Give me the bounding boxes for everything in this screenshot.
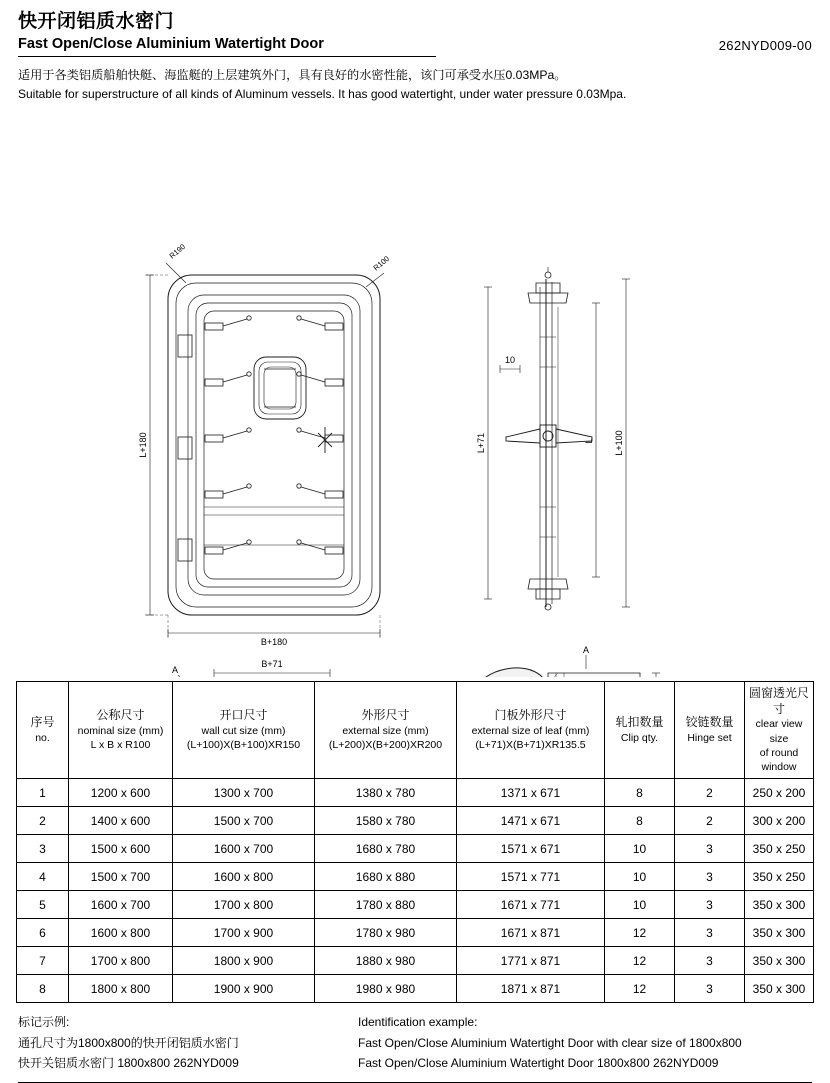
label-l71: L+71 xyxy=(476,432,486,454)
cell-hinge: 3 xyxy=(675,891,745,919)
th-window-en: clear view size xyxy=(755,718,803,745)
cell-clip: 12 xyxy=(605,919,675,947)
cell-no: 2 xyxy=(17,807,69,835)
cell-external: 1780 x 880 xyxy=(315,891,457,919)
th-window-sub: of round window xyxy=(759,746,799,773)
description-chinese: 适用于各类铝质船舶快艇、海监艇的上层建筑外门，具有良好的水密性能，该门可承受水压0.03MPa。 xyxy=(18,67,567,82)
th-external-size xyxy=(315,682,457,779)
cell-wallcut: 1300 x 700 xyxy=(173,779,315,807)
identification-english xyxy=(358,1013,812,1073)
side-view xyxy=(484,267,630,610)
label-l100: L+100 xyxy=(614,430,624,456)
cell-clip: 12 xyxy=(605,947,675,975)
technical-drawings xyxy=(0,107,830,677)
th-wallcut-cn: 开口尺寸 xyxy=(219,708,268,723)
th-clip-en: Clip qty. xyxy=(620,731,659,744)
cell-window: 350 x 300 xyxy=(745,947,814,975)
cell-window: 350 x 300 xyxy=(745,891,814,919)
drawing-canvas xyxy=(0,107,830,677)
cell-clip: 12 xyxy=(605,975,675,1003)
cell-wallcut: 1500 x 700 xyxy=(173,807,315,835)
th-clip-qty xyxy=(605,682,675,779)
th-no-en: no. xyxy=(35,731,50,744)
th-wallcut-sub: (L+100)X(B+100)XR150 xyxy=(186,738,301,751)
cell-hinge: 3 xyxy=(675,947,745,975)
th-no-cn: 序号 xyxy=(30,715,55,730)
document-header xyxy=(0,0,830,57)
cell-wallcut: 1600 x 800 xyxy=(173,863,315,891)
cell-clip: 10 xyxy=(605,891,675,919)
id-cn-line1: 通孔尺寸为1800x800的快开闭铝质水密门 xyxy=(18,1035,239,1050)
th-leaf-cn: 门板外形尺寸 xyxy=(494,708,567,723)
cell-external: 1680 x 880 xyxy=(315,863,457,891)
cell-nominal: 1500 x 700 xyxy=(69,863,173,891)
th-hinge-set xyxy=(675,682,745,779)
th-wallcut-en: wall cut size (mm) xyxy=(201,724,286,737)
cell-hinge: 3 xyxy=(675,835,745,863)
footer-divider xyxy=(18,1082,812,1083)
cell-window: 350 x 250 xyxy=(745,863,814,891)
cell-hinge: 3 xyxy=(675,863,745,891)
front-view xyxy=(144,263,384,639)
cell-window: 350 x 300 xyxy=(745,975,814,1003)
cell-wallcut: 1800 x 900 xyxy=(173,947,315,975)
th-clip-cn: 轧扣数量 xyxy=(615,715,664,730)
label-b71: B+71 xyxy=(261,659,283,670)
id-cn-line2: 快开关铝质水密门 1800x800 262NYD009 xyxy=(18,1055,239,1070)
cell-hinge: 2 xyxy=(675,779,745,807)
th-nominal-en: nominal size (mm) xyxy=(77,724,164,737)
id-en-title: Identification example: xyxy=(358,1015,478,1030)
cell-leaf: 1871 x 871 xyxy=(457,975,605,1003)
table-row xyxy=(17,807,814,835)
description xyxy=(0,57,830,104)
description-english: Suitable for superstructure of all kinds of Aluminum vessels. It has good watertight, under water pressure 0.03Mpa. xyxy=(18,86,627,101)
label-r100: R100 xyxy=(371,254,392,273)
title-english: Fast Open/Close Aluminium Watertight Door xyxy=(18,35,324,52)
cell-nominal: 1600 x 800 xyxy=(69,919,173,947)
table-row xyxy=(17,835,814,863)
table-row xyxy=(17,779,814,807)
cell-leaf: 1671 x 871 xyxy=(457,919,605,947)
cell-no: 8 xyxy=(17,975,69,1003)
document-code: 262NYD009-00 xyxy=(718,38,812,53)
cell-external: 1680 x 780 xyxy=(315,835,457,863)
th-leaf-sub: (L+71)X(B+71)XR135.5 xyxy=(475,738,586,751)
spec-table-wrap xyxy=(0,681,830,1003)
th-hinge-cn: 铰链数量 xyxy=(685,715,734,730)
cell-leaf: 1371 x 671 xyxy=(457,779,605,807)
cell-wallcut: 1700 x 900 xyxy=(173,919,315,947)
th-hinge-en: Hinge set xyxy=(687,731,732,744)
th-external-sub: (L+200)X(B+200)XR200 xyxy=(328,738,443,751)
label-section-a: A xyxy=(172,665,179,676)
cell-clip: 10 xyxy=(605,835,675,863)
cell-nominal: 1500 x 600 xyxy=(69,835,173,863)
label-side-10: 10 xyxy=(504,355,516,366)
cell-external: 1880 x 980 xyxy=(315,947,457,975)
cell-window: 300 x 200 xyxy=(745,807,814,835)
table-header-row xyxy=(17,682,814,779)
table-row xyxy=(17,975,814,1003)
title-divider xyxy=(18,56,436,57)
cell-wallcut: 1600 x 700 xyxy=(173,835,315,863)
cell-clip: 8 xyxy=(605,779,675,807)
id-en-line1: Fast Open/Close Aluminium Watertight Door with clear size of 1800x800 xyxy=(358,1035,742,1050)
label-r190: R190 xyxy=(167,242,188,261)
th-external-en: external size (mm) xyxy=(342,724,429,737)
label-detail-a: A xyxy=(583,645,590,656)
th-window-size xyxy=(745,682,814,779)
th-leaf-size xyxy=(457,682,605,779)
id-en-line2: Fast Open/Close Aluminium Watertight Door 1800x800 262NYD009 xyxy=(358,1055,719,1070)
th-nominal-sub: L x B x R100 xyxy=(90,738,151,751)
cell-no: 5 xyxy=(17,891,69,919)
cell-leaf: 1671 x 771 xyxy=(457,891,605,919)
cell-nominal: 1700 x 800 xyxy=(69,947,173,975)
label-l: L xyxy=(584,438,594,444)
cell-no: 1 xyxy=(17,779,69,807)
cell-no: 6 xyxy=(17,919,69,947)
id-cn-title: 标记示例: xyxy=(18,1015,70,1030)
cell-window: 350 x 300 xyxy=(745,919,814,947)
detail-a-view xyxy=(466,655,660,677)
cell-leaf: 1771 x 871 xyxy=(457,947,605,975)
cell-no: 3 xyxy=(17,835,69,863)
th-leaf-en: external size of leaf (mm) xyxy=(471,724,590,737)
cell-external: 1380 x 780 xyxy=(315,779,457,807)
identification-example xyxy=(0,1003,830,1073)
cell-external: 1780 x 980 xyxy=(315,919,457,947)
section-view xyxy=(176,669,366,677)
cell-clip: 10 xyxy=(605,863,675,891)
cell-no: 7 xyxy=(17,947,69,975)
table-row xyxy=(17,919,814,947)
cell-wallcut: 1900 x 900 xyxy=(173,975,315,1003)
identification-chinese xyxy=(18,1013,358,1073)
cell-nominal: 1400 x 600 xyxy=(69,807,173,835)
table-row xyxy=(17,947,814,975)
cell-nominal: 1800 x 800 xyxy=(69,975,173,1003)
table-row xyxy=(17,891,814,919)
cell-nominal: 1200 x 600 xyxy=(69,779,173,807)
cell-clip: 8 xyxy=(605,807,675,835)
cell-nominal: 1600 x 700 xyxy=(69,891,173,919)
th-nominal-size xyxy=(69,682,173,779)
title-chinese: 快开闭铝质水密门 xyxy=(18,11,175,32)
cell-leaf: 1571 x 771 xyxy=(457,863,605,891)
table-row xyxy=(17,863,814,891)
th-no xyxy=(17,682,69,779)
cell-hinge: 3 xyxy=(675,975,745,1003)
cell-hinge: 2 xyxy=(675,807,745,835)
cell-external: 1580 x 780 xyxy=(315,807,457,835)
cell-leaf: 1471 x 671 xyxy=(457,807,605,835)
cell-leaf: 1571 x 671 xyxy=(457,835,605,863)
label-l180: L+180 xyxy=(138,432,148,458)
th-wall-cut-size xyxy=(173,682,315,779)
cell-external: 1980 x 980 xyxy=(315,975,457,1003)
cell-hinge: 3 xyxy=(675,919,745,947)
label-b180: B+180 xyxy=(260,637,288,648)
th-external-cn: 外形尺寸 xyxy=(361,708,410,723)
spec-table xyxy=(16,681,814,1003)
th-nominal-cn: 公称尺寸 xyxy=(96,708,145,723)
cell-wallcut: 1700 x 800 xyxy=(173,891,315,919)
th-window-cn: 圆窗透光尺寸 xyxy=(748,686,809,717)
cell-window: 350 x 250 xyxy=(745,835,814,863)
cell-no: 4 xyxy=(17,863,69,891)
cell-window: 250 x 200 xyxy=(745,779,814,807)
